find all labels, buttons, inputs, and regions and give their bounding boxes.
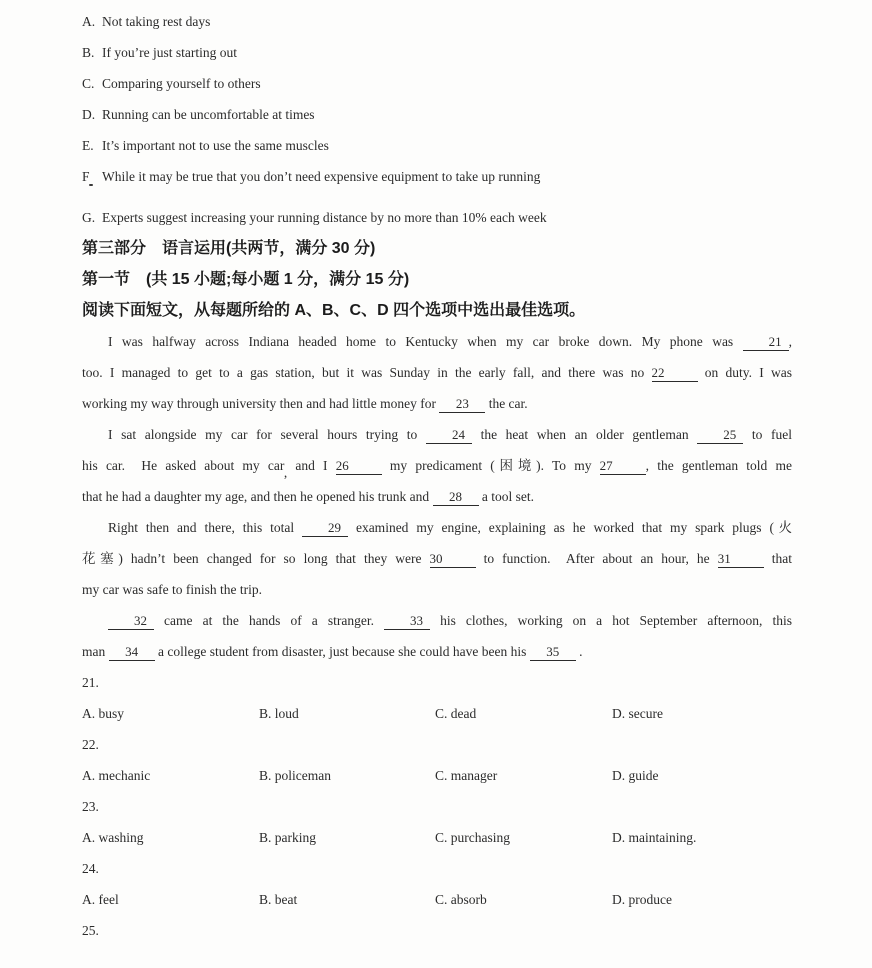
gap-option-row: [82, 130, 792, 161]
question-options-row: [82, 698, 792, 729]
option-text: mechanic: [98, 768, 151, 783]
gap-option-row: [82, 68, 792, 99]
passage-line: I was halfway across Indiana headed home to Kentucky when my car broke down. My phone was 21 ,: [108, 334, 792, 349]
cloze-blank: 34: [109, 644, 155, 661]
option-cell: [259, 884, 435, 915]
cloze-blank: 21: [743, 334, 789, 351]
gap-option-label: C.: [82, 76, 95, 91]
option-text: produce: [628, 892, 672, 907]
option-label: D.: [612, 830, 626, 845]
option-label: D.: [612, 892, 626, 907]
gap-option-label: B.: [82, 45, 95, 60]
part-header: 第三部分 语言运用(共两节，满分 30 分): [82, 240, 376, 257]
option-text: purchasing: [450, 830, 510, 845]
question-number: 25.: [82, 923, 99, 938]
gap-option-label: E.: [82, 138, 94, 153]
option-label: B.: [259, 830, 272, 845]
cloze-blank: 29: [302, 520, 348, 537]
option-text: dead: [450, 706, 477, 721]
option-cell: [435, 698, 612, 729]
option-label: B.: [259, 768, 272, 783]
instruction-line: 阅读下面短文，从每题所给的 A、B、C、D 四个选项中选出最佳选项。: [82, 302, 586, 319]
gap-option-label: D.: [82, 107, 96, 122]
option-text: busy: [98, 706, 125, 721]
option-label: C.: [435, 830, 448, 845]
gap-option-row: [82, 6, 792, 37]
option-cell: [259, 698, 435, 729]
question-options-row: [82, 822, 792, 853]
option-text: feel: [98, 892, 119, 907]
option-label: C.: [435, 768, 448, 783]
question-number: 22.: [82, 737, 99, 752]
question-number: 23.: [82, 799, 99, 814]
option-text: manager: [450, 768, 498, 783]
cloze-blank: 30: [430, 551, 476, 568]
gap-option-text: While it may be true that you don’t need expensive equipment to take up running: [102, 169, 541, 184]
option-cell: [435, 884, 612, 915]
option-cell: [82, 822, 259, 853]
passage-line: 花塞) hadn’t been changed for so long that they were 30 to function. After about an hour, he 31 that: [82, 551, 792, 566]
option-text: absorb: [450, 892, 487, 907]
gap-option-row: [82, 202, 792, 233]
option-text: parking: [274, 830, 317, 845]
option-cell: [82, 884, 259, 915]
question-number: 24.: [82, 861, 99, 876]
cloze-blank: 35: [530, 644, 576, 661]
option-cell: [82, 760, 259, 791]
option-cell: [612, 698, 792, 729]
cloze-blank: 32: [108, 613, 154, 630]
option-cell: [435, 760, 612, 791]
gap-option-row: [82, 99, 792, 130]
question-list: [82, 667, 792, 946]
option-cell: [435, 822, 612, 853]
option-text: policeman: [274, 768, 331, 783]
option-text: maintaining.: [628, 830, 697, 845]
passage-line: that he had a daughter my age, and then he opened his trunk and 28 a tool set.: [82, 489, 535, 504]
option-label: A.: [82, 892, 96, 907]
option-label: A.: [82, 706, 96, 721]
option-label: C.: [435, 706, 448, 721]
passage-line: too. I managed to get to a gas station, but it was Sunday in the early fall, and there was no 22 on duty. I was: [82, 365, 792, 380]
section-header: 第一节 (共 15 小题;每小题 1 分，满分 15 分): [82, 271, 410, 288]
option-label: A.: [82, 830, 96, 845]
option-cell: [82, 698, 259, 729]
stray-period-mark: [89, 184, 93, 186]
gap-option-label: G.: [82, 210, 96, 225]
gap-option-row: [82, 161, 792, 192]
gap-option-text: Experts suggest increasing your running distance by no more than 10% each week: [102, 210, 547, 225]
passage-line: I sat alongside my car for several hours trying to 24 the heat when an older gentleman 25 to fuel: [108, 427, 792, 442]
cloze-passage: [82, 326, 792, 667]
passage-line: my car was safe to finish the trip.: [82, 582, 262, 597]
option-label: D.: [612, 768, 626, 783]
cloze-blank: 25: [697, 427, 743, 444]
passage-line: man 34 a college student from disaster, just because she could have been his 35 .: [82, 644, 583, 659]
option-text: guide: [628, 768, 659, 783]
option-label: B.: [259, 706, 272, 721]
question-options-row: [82, 760, 792, 791]
passage-line: Right then and there, this total 29 examined my engine, explaining as he worked that my spark plugs (火: [108, 520, 792, 535]
option-text: washing: [98, 830, 144, 845]
cloze-blank: 24: [426, 427, 472, 444]
cloze-blank: 22: [652, 365, 698, 382]
gap-option-row: [82, 37, 792, 68]
cloze-blank: 23: [439, 396, 485, 413]
option-text: secure: [628, 706, 663, 721]
option-text: beat: [274, 892, 298, 907]
option-cell: [259, 822, 435, 853]
gap-option-text: If you’re just starting out: [102, 45, 237, 60]
option-cell: [612, 760, 792, 791]
gap-option-text: Comparing yourself to others: [102, 76, 261, 91]
gap-option-text: Running can be uncomfortable at times: [102, 107, 315, 122]
passage-line: working my way through university then and had little money for 23 the car.: [82, 396, 528, 411]
option-cell: [612, 884, 792, 915]
cloze-blank: 31: [718, 551, 764, 568]
option-label: D.: [612, 706, 626, 721]
option-cell: [259, 760, 435, 791]
cloze-blank: 26: [336, 458, 382, 475]
passage-line: 32 came at the hands of a stranger. 33 his clothes, working on a hot September afternoon, this: [82, 605, 792, 636]
cloze-blank: 33: [384, 613, 430, 630]
passage-line: his car. He asked about my car, and I 26 my predicament (困境). To my 27 , the gentleman told me: [82, 458, 792, 480]
option-cell: [612, 822, 792, 853]
gap-option-text: Not taking rest days: [102, 14, 211, 29]
gap-option-label: F: [82, 169, 90, 184]
cloze-blank: 27: [600, 458, 646, 475]
question-number: 21.: [82, 675, 99, 690]
gap-option-label: A.: [82, 14, 96, 29]
option-label: B.: [259, 892, 272, 907]
cloze-blank: 28: [433, 489, 479, 506]
option-label: A.: [82, 768, 96, 783]
gap-option-text: It’s important not to use the same muscles: [102, 138, 329, 153]
option-text: loud: [274, 706, 299, 721]
question-options-row: [82, 884, 792, 915]
gap-options-list: [82, 6, 792, 233]
lowered-comma: ,: [283, 465, 288, 480]
option-label: C.: [435, 892, 448, 907]
